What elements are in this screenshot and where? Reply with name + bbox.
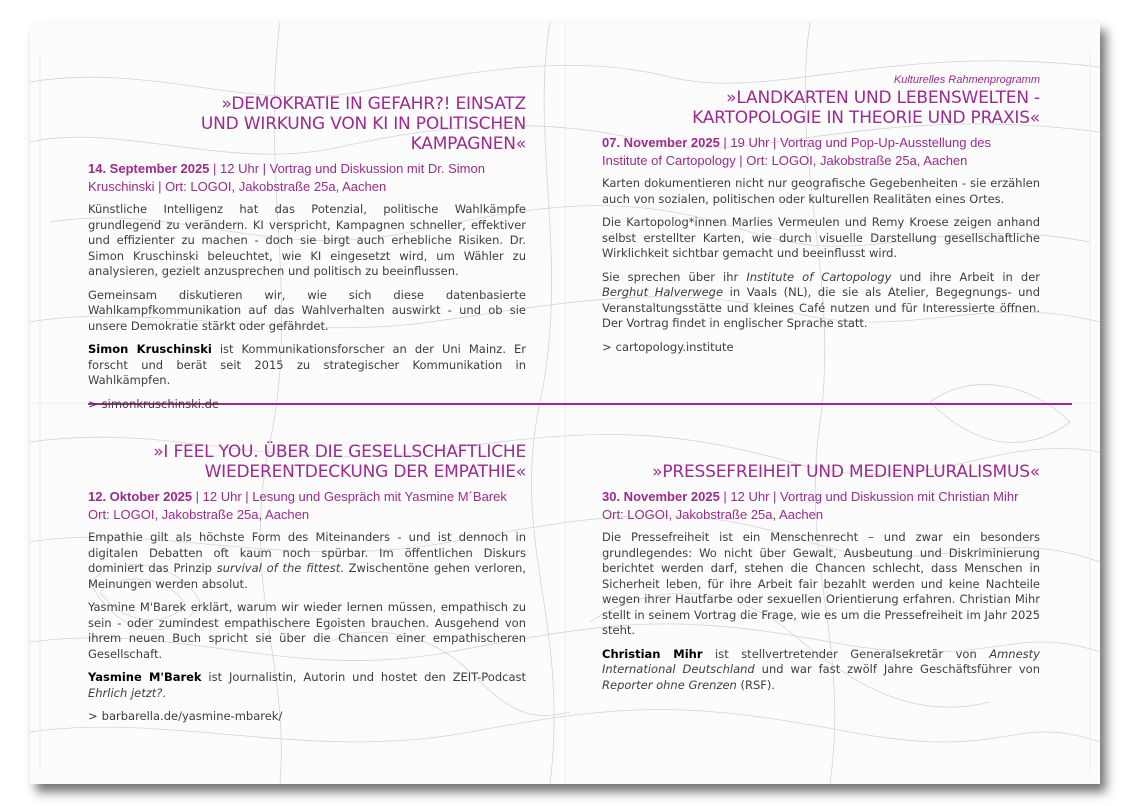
- event-meta: 07. November 2025 | 19 Uhr | Vortrag und Pop-Up-Ausstellung des Institute of Cartopology | Ort: LOGOI, Jakobstraße 25a, Aachen: [602, 135, 992, 168]
- event-date: 14. September 2025: [88, 161, 210, 176]
- event-title: »DEMOKRATIE IN GEFAHR?! EINSATZ UND WIRKUNG VON KI IN POLITISCHEN KAMPAGNEN«: [200, 94, 526, 154]
- speaker-bio: Christian Mihr ist stellvertretender Generalsekretär von Amnesty International Deutschland und war fast zwölf Jahre Geschäftsführer von Reporter ohne Grenzen (RSF).: [602, 646, 1041, 692]
- event-card-ki-kampagnen: [88, 94, 526, 412]
- event-meta: 30. November 2025 | 12 Uhr | Vortrag und Diskussion mit Christian Mihr Ort: LOGOI, Jakobstraße 25a, Aachen: [602, 489, 1019, 522]
- event-title: »I FEEL YOU. ÜBER DIE GESELLSCHAFTLICHE WIEDERENTDECKUNG DER EMPATHIE«: [153, 442, 526, 482]
- event-description: Empathie gilt als höchste Form des Miteinanders - und ist dennoch in digitalen Debatten oft kaum noch spürbar. Im öffentlichen Diskurs dominiert das Prinzip survival of the fittest. Zwischentöne gehen verloren, Meinungen werden absolut.: [88, 530, 526, 591]
- speaker-bio: Simon Kruschinski ist Kommunikationsforscher an der Uni Mainz. Er forscht und berät seit 2015 zu strategischer Kommunikation in Wahlkämpfen.: [88, 342, 527, 387]
- event-description: Karten dokumentieren nicht nur geografische Gegebenheiten - sie erzählen auch von sozialen, politischen oder kulturellen Realitäten eines Ortes.: [602, 176, 1040, 206]
- event-card-pressefreiheit: [602, 462, 1040, 701]
- speaker-bio: Yasmine M'Barek ist Journalistin, Autorin und hostet den ZEIT-Podcast Ehrlich jetzt?.: [88, 670, 527, 700]
- section-kicker: Kulturelles Rahmenprogramm: [893, 74, 1040, 86]
- event-card-kartopologie: [602, 74, 1040, 355]
- event-title: »PRESSEFREIHEIT UND MEDIENPLURALISMUS«: [652, 462, 1040, 482]
- event-title: »LANDKARTEN UND LEBENSWELTEN - KARTOPOLOGIE IN THEORIE UND PRAXIS«: [692, 88, 1040, 128]
- event-description-2: Yasmine M'Barek erklärt, warum wir wieder lernen müssen, empathisch zu sein - oder zumindest empathischere Egoisten brauchen. Ausgehend von ihrem neuen Buch spricht sie über die Chancen einer empathischeren Gesellschaft.: [88, 600, 526, 661]
- event-description-2: Die Kartopolog*innen Marlies Vermeulen und Remy Kroese zeigen anhand selbst erstellter Karten, wie durch visuelle Darstellung gesellschaftliche Wirklichkeit sichtbar gemacht und beeinflusst wird.: [602, 215, 1040, 260]
- event-date: 12. Oktober 2025: [88, 489, 193, 504]
- event-card-empathie: [88, 442, 526, 724]
- brochure-page: [30, 22, 1100, 784]
- speaker-website-link[interactable]: > simonkruschinski.de: [88, 396, 219, 411]
- event-description-3: Sie sprechen über ihr Institute of Cartopology und ihre Arbeit in der Berghut Halverwege in Vaals (NL), die sie als Atelier, Begegnungs- und Veranstaltungsstätte und kleines Café nutzen und für Interessierte öffnen. Der Vortrag findet in englischer Sprache statt.: [602, 269, 1041, 330]
- event-description-2: Gemeinsam diskutieren wir, wie sich diese datenbasierte Wahlkampfkommunikation auf das Wahlverhalten auswirkt - und ob sie unsere Demokratie stärkt oder gefährdet.: [88, 287, 526, 333]
- speaker-website-link[interactable]: > barbarella.de/yasmine-mbarek/: [88, 709, 283, 723]
- event-date: 30. November 2025: [602, 489, 720, 504]
- event-description: Die Pressefreiheit ist ein Menschenrecht – und zwar ein besonders grundlegendes: Wo nicht über Gewalt, Ausbeutung und Diskriminierung berichtet werden darf, stehen die Chancen schlecht, dass Menschen in Sicherheit leben, für ihre Arbeit fair bezahlt werden und keine Nachteile wegen ihrer Hautfarbe oder sexuellen Orientierung erfahren. Christian Mihr stellt in seinem Vortrag die Frage, wie es um die Pressefreiheit im Jahr 2025 steht.: [602, 530, 1040, 637]
- event-meta: 12. Oktober 2025 | 12 Uhr | Lesung und Gespräch mit Yasmine M´Barek Ort: LOGOI, Jakobstraße 25a, Aachen: [88, 489, 507, 522]
- cartopology-website-link[interactable]: > cartopology.institute: [602, 339, 734, 354]
- event-date: 07. November 2025: [602, 135, 720, 150]
- event-meta: 14. September 2025 | 12 Uhr | Vortrag und Diskussion mit Dr. Simon Kruschinski | Ort: LOGOI, Jakobstraße 25a, Aachen: [88, 161, 485, 194]
- event-description: Künstliche Intelligenz hat das Potenzial, politische Wahlkämpfe grundlegend zu verändern. KI verspricht, Kampagnen schneller, effektiver und effizienter zu machen - doch sie birgt auch erhebliche Risiken. Dr. Simon Kruschinski beleuchtet, wie KI eingesetzt wird, um Wähler zu analysieren, gezielt anzusprechen und politisch zu beeinflussen.: [88, 202, 526, 278]
